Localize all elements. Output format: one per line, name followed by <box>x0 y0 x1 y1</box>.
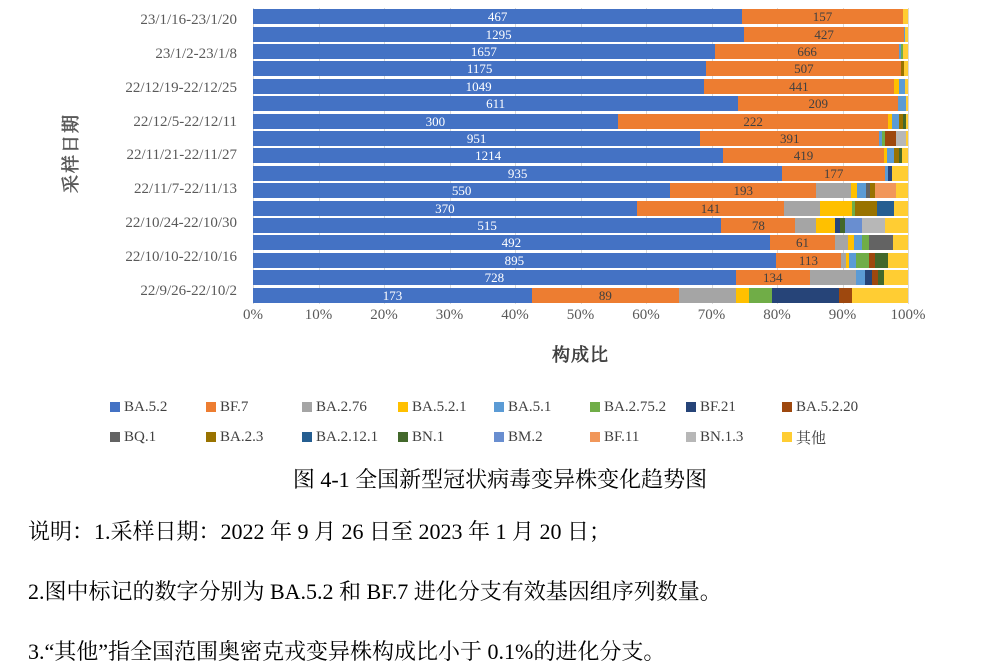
stacked-bar <box>253 201 908 216</box>
x-axis-tick: 60% <box>632 307 660 323</box>
y-axis-label <box>0 101 245 109</box>
legend-label: BM.2 <box>508 428 543 445</box>
bar-segment <box>905 27 908 42</box>
bar-segment <box>637 201 784 216</box>
bar-chart-plot <box>253 8 908 304</box>
bar-segment <box>905 79 908 94</box>
legend-swatch-icon <box>686 432 696 442</box>
legend-item <box>590 399 686 416</box>
bar-segment <box>253 9 742 24</box>
bar-segment <box>856 270 865 285</box>
data-label: 935 <box>507 165 528 181</box>
legend-swatch-icon <box>686 402 696 412</box>
data-label: 61 <box>796 235 810 251</box>
bar-segment <box>670 183 816 198</box>
bar-row <box>253 25 908 42</box>
x-axis-ticks <box>243 307 926 327</box>
bar-segment <box>253 270 736 285</box>
bar-segment <box>875 183 895 198</box>
legend-swatch-icon <box>206 402 216 412</box>
bar-row <box>253 147 908 164</box>
legend-item <box>782 427 878 448</box>
stacked-bar <box>253 131 908 146</box>
legend-swatch-icon <box>302 432 312 442</box>
bar-segment <box>875 253 888 268</box>
bar-segment <box>885 218 908 233</box>
bar-segment <box>862 218 885 233</box>
bar-segment <box>904 61 908 76</box>
data-label: 427 <box>814 26 834 42</box>
bar-row <box>253 287 908 304</box>
figure-caption: 图 4-1 全国新型冠状病毒变异株变化趋势图 <box>292 467 708 492</box>
data-label: 78 <box>751 218 765 234</box>
bar-segment <box>253 218 721 233</box>
x-axis-tick: 70% <box>697 307 726 323</box>
bar-segment <box>877 201 894 216</box>
bar-segment <box>854 235 863 250</box>
legend-swatch-icon <box>206 432 216 442</box>
legend-item <box>110 429 206 446</box>
legend-item <box>590 429 686 446</box>
bar-segment <box>736 288 749 303</box>
data-label: 728 <box>484 270 505 286</box>
bar-row <box>253 199 908 216</box>
stacked-bar <box>253 61 908 76</box>
legend-item <box>398 429 494 446</box>
bar-segment <box>715 44 900 59</box>
stacked-bar <box>253 27 908 42</box>
data-label: 222 <box>743 113 763 129</box>
bar-segment <box>253 44 715 59</box>
bar-segment <box>253 114 618 129</box>
bar-segment <box>857 183 866 198</box>
data-label: 951 <box>466 131 487 147</box>
bar-row <box>253 252 908 269</box>
data-label: 1657 <box>470 44 497 60</box>
bar-segment <box>253 201 637 216</box>
data-label: 134 <box>762 270 783 286</box>
legend-label: BQ.1 <box>124 428 157 445</box>
data-label: 507 <box>794 61 814 77</box>
bar-segment <box>770 235 836 250</box>
legend-item <box>206 399 302 416</box>
legend-swatch-icon <box>398 432 408 442</box>
legend-swatch-icon <box>110 432 120 442</box>
x-axis-tick: 100% <box>890 307 926 323</box>
legend-item <box>782 399 878 416</box>
legend-item <box>110 399 206 416</box>
stacked-bar <box>253 218 908 233</box>
bar-segment <box>253 79 704 94</box>
note-line-3: 3.“其他”指全国范围奥密克戎变异株构成比小于 0.1%的进化分支。 <box>28 639 666 664</box>
bar-segment <box>902 148 908 163</box>
legend-label: BA.5.2 <box>124 398 168 415</box>
bar-segment <box>892 114 900 129</box>
data-label: 550 <box>451 183 472 199</box>
stacked-bar <box>253 270 908 285</box>
legend-swatch-icon <box>494 402 504 412</box>
legend-label: BN.1.3 <box>700 428 744 445</box>
legend-swatch-icon <box>590 402 600 412</box>
data-label: 193 <box>733 183 754 199</box>
legend-swatch-icon <box>302 402 312 412</box>
y-axis-label <box>0 236 245 244</box>
data-label: 1049 <box>465 78 492 94</box>
legend-item <box>494 429 590 446</box>
bar-segment <box>884 270 908 285</box>
legend-label: BF.7 <box>220 398 249 415</box>
x-axis-title: 构成比 <box>552 345 609 365</box>
x-axis-tick: 30% <box>435 307 464 323</box>
x-axis-tick: 40% <box>501 307 529 323</box>
stacked-bar <box>253 253 908 268</box>
bar-segment <box>253 288 532 303</box>
bar-segment <box>887 148 894 163</box>
bar-segment <box>738 96 898 111</box>
bar-segment <box>816 218 835 233</box>
bar-segment <box>742 9 902 24</box>
y-axis-label <box>0 33 245 41</box>
data-label: 209 <box>808 96 828 112</box>
gridline <box>908 8 909 304</box>
bar-segment <box>618 114 889 129</box>
legend-label: BA.5.2.20 <box>796 398 859 415</box>
bar-segment <box>772 288 839 303</box>
bar-row <box>253 112 908 129</box>
bar-segment <box>253 235 770 250</box>
legend-label: BA.2.76 <box>316 398 367 415</box>
legend-label: BA.2.3 <box>220 428 264 445</box>
x-axis-tick: 90% <box>828 307 857 323</box>
y-axis-label: 22/11/21-22/11/27 <box>126 147 237 164</box>
bar-segment <box>835 235 847 250</box>
bar-segment <box>906 96 908 111</box>
stacked-bar <box>253 183 908 198</box>
bar-segment <box>700 131 879 146</box>
y-axis-label: 22/9/26-22/10/2 <box>140 282 237 299</box>
bar-segment <box>903 9 908 24</box>
legend-label: BF.11 <box>604 428 640 445</box>
legend-item <box>302 429 398 446</box>
bar-segment <box>749 288 772 303</box>
legend-swatch-icon <box>398 402 408 412</box>
data-label: 1214 <box>475 148 502 164</box>
bar-segment <box>888 253 908 268</box>
legend-item <box>302 399 398 416</box>
bar-segment <box>810 270 857 285</box>
x-axis-tick: 0% <box>243 307 263 323</box>
bar-segment <box>885 131 896 146</box>
data-label: 895 <box>504 252 525 268</box>
y-axis-label: 23/1/16-23/1/20 <box>140 12 237 29</box>
x-axis-tick: 50% <box>566 307 595 323</box>
legend-item <box>686 399 782 416</box>
data-label: 89 <box>598 287 612 303</box>
data-label: 441 <box>789 78 809 94</box>
legend-label: BN.1 <box>412 428 445 445</box>
bar-segment <box>253 61 706 76</box>
stacked-bar <box>253 96 908 111</box>
y-axis-label: 22/10/24-22/10/30 <box>125 215 237 232</box>
data-label: 1295 <box>485 26 512 42</box>
legend-swatch-icon <box>590 432 600 442</box>
data-label: 141 <box>700 200 721 216</box>
bar-segment <box>852 288 908 303</box>
data-label: 300 <box>425 113 446 129</box>
legend-label: BA.2.12.1 <box>316 428 379 445</box>
legend-swatch-icon <box>110 402 120 412</box>
bar-row <box>253 60 908 77</box>
x-axis-tick: 20% <box>370 307 398 323</box>
stacked-bar <box>253 148 908 163</box>
bar-segment <box>816 183 851 198</box>
bar-segment <box>782 166 885 181</box>
legend-swatch-icon <box>494 432 504 442</box>
bar-row <box>253 8 908 25</box>
x-axis-tick: 80% <box>763 307 791 323</box>
bar-segment <box>898 96 906 111</box>
y-axis-label <box>0 67 245 75</box>
bar-row <box>253 43 908 60</box>
bar-segment <box>855 201 877 216</box>
bar-segment <box>839 288 851 303</box>
bar-segment <box>906 114 908 129</box>
y-axis-label <box>0 270 245 278</box>
bar-segment <box>253 253 776 268</box>
stacked-bar <box>253 79 908 94</box>
bar-segment <box>744 27 904 42</box>
bar-segment <box>906 131 908 146</box>
data-label: 370 <box>435 200 455 216</box>
bar-segment <box>704 79 893 94</box>
bar-row <box>253 182 908 199</box>
bar-segment <box>721 218 795 233</box>
data-label: 1175 <box>466 61 493 77</box>
y-axis-label: 23/1/2-23/1/8 <box>155 46 237 63</box>
bar-segment <box>894 201 908 216</box>
stacked-bar <box>253 235 908 250</box>
data-label: 391 <box>780 131 800 147</box>
figure-notes <box>28 515 978 669</box>
y-axis-label <box>0 135 245 143</box>
bar-segment <box>736 270 810 285</box>
bar-segment <box>532 288 679 303</box>
data-label: 611 <box>486 96 506 112</box>
y-axis-labels <box>0 8 245 304</box>
bar-segment <box>253 96 738 111</box>
y-axis-label <box>0 169 245 177</box>
data-label: 177 <box>823 165 844 181</box>
bar-segment <box>903 44 908 59</box>
chart-legend <box>110 392 878 452</box>
y-axis-label: 22/12/5-22/12/11 <box>133 113 237 130</box>
bar-row <box>253 165 908 182</box>
x-axis-tick: 10% <box>304 307 333 323</box>
bar-segment <box>893 235 908 250</box>
bar-segment <box>253 166 782 181</box>
note-line-1: 说明：1.采样日期：2022 年 9 月 26 日至 2023 年 1 月 20 日； <box>28 519 612 544</box>
note-line-2: 2.图中标记的数字分别为 BA.5.2 和 BF.7 进化分支有效基因组序列数量。 <box>28 579 722 604</box>
bar-segment <box>723 148 883 163</box>
bar-segment <box>253 131 700 146</box>
data-label: 157 <box>812 9 833 25</box>
stacked-bar <box>253 114 908 129</box>
legend-item <box>398 399 494 416</box>
data-label: 467 <box>487 9 508 25</box>
data-label: 419 <box>793 148 814 164</box>
bar-segment <box>776 253 842 268</box>
bar-segment <box>706 61 901 76</box>
bar-segment <box>253 27 744 42</box>
legend-label: BA.2.75.2 <box>604 398 667 415</box>
bar-row <box>253 234 908 251</box>
bar-segment <box>892 166 908 181</box>
stacked-bar <box>253 44 908 59</box>
legend-label: BF.21 <box>700 398 736 415</box>
bar-segment <box>679 288 736 303</box>
stacked-bar <box>253 166 908 181</box>
data-label: 173 <box>382 287 403 303</box>
bar-segment <box>869 235 893 250</box>
legend-label: BA.5.2.1 <box>412 398 467 415</box>
bar-segment <box>896 131 906 146</box>
legend-item <box>686 429 782 446</box>
bar-row <box>253 130 908 147</box>
y-axis-title: 采样日期 <box>61 113 81 193</box>
bar-row <box>253 95 908 112</box>
stacked-bar <box>253 9 908 24</box>
bar-segment <box>784 201 820 216</box>
legend-label: 其他 <box>796 430 827 447</box>
data-label: 492 <box>501 235 522 251</box>
bar-segment <box>253 148 723 163</box>
legend-item <box>206 429 302 446</box>
bar-row <box>253 217 908 234</box>
legend-swatch-icon <box>782 402 792 412</box>
bar-rows <box>253 8 908 304</box>
legend-swatch-icon <box>782 432 792 442</box>
bar-segment <box>795 218 816 233</box>
data-label: 515 <box>477 218 497 234</box>
legend-item <box>494 399 590 416</box>
legend-label: BA.5.1 <box>508 398 552 415</box>
bar-segment <box>896 183 908 198</box>
stacked-bar <box>253 288 908 303</box>
bar-segment <box>820 201 851 216</box>
bar-segment <box>253 183 670 198</box>
data-label: 113 <box>798 252 818 268</box>
bar-segment <box>845 218 862 233</box>
y-axis-label: 22/11/7-22/11/13 <box>133 181 237 198</box>
y-axis-label: 22/10/10-22/10/16 <box>125 248 237 265</box>
data-label: 666 <box>797 44 817 60</box>
bar-row <box>253 269 908 286</box>
y-axis-label: 22/12/19-22/12/25 <box>125 79 237 96</box>
bar-segment <box>856 253 869 268</box>
bar-row <box>253 78 908 95</box>
y-axis-label <box>0 202 245 210</box>
